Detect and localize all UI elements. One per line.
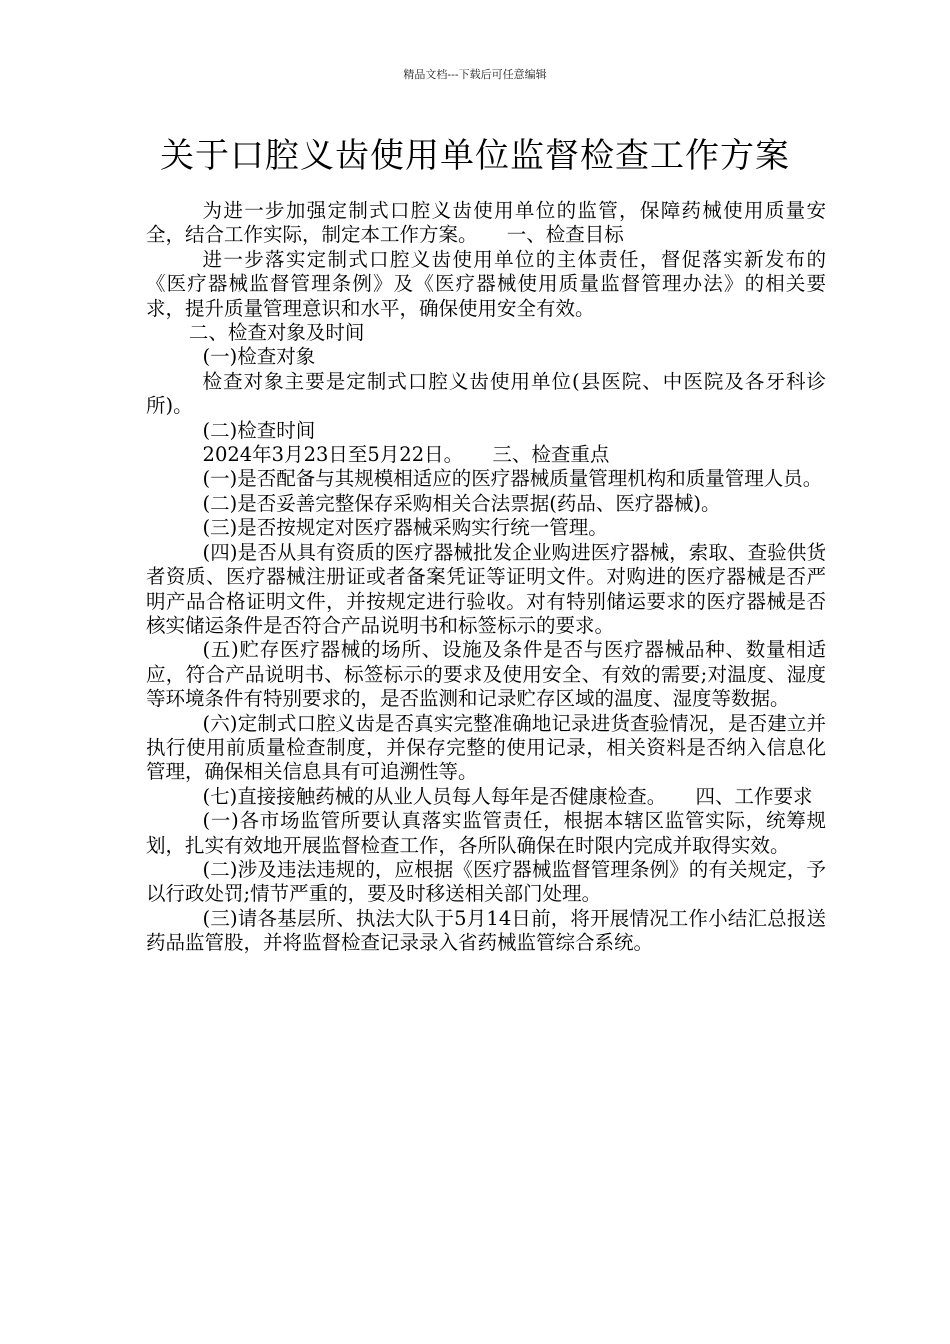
paragraph: (三)是否按规定对医疗器械采购实行统一管理。 — [202, 516, 608, 540]
paragraph: (二)是否妥善完整保存采购相关合法票据(药品、医疗器械)。 — [202, 491, 721, 515]
paragraph: 为进一步加强定制式口腔义齿使用单位的监管，保障药械使用质量安全，结合工作实际，制定本工作方案。 一、检查目标 — [146, 199, 826, 247]
paragraph: (二)检查时间 — [202, 418, 316, 442]
paragraph: 2024年3月23日至5月22日。 三、检查重点 — [202, 443, 610, 467]
paragraph: (七)直接接触药械的从业人员每人每年是否健康检查。 四、工作要求 — [202, 784, 813, 808]
paragraph: (五)贮存医疗器械的场所、设施及条件是否与医疗器械品种、数量相适应，符合产品说明书、标签标示的要求及使用安全、有效的需要;对温度、湿度等环境条件有特别要求的，是否监测和记录贮存区域的温度、湿度等数据。 — [146, 638, 826, 711]
page-header: 精品文档---下载后可任意编辑 — [403, 68, 547, 81]
paragraph: (一)是否配备与其规模相适应的医疗器械质量管理机构和质量管理人员。 — [202, 467, 823, 491]
paragraph: (一)检查对象 — [202, 345, 316, 369]
paragraph: (四)是否从具有资质的医疗器械批发企业购进医疗器械，索取、查验供货者资质、医疗器械注册证或者备案凭证等证明文件。对购进的医疗器械是否严明产品合格证明文件，并按规定进行验收。对有特别储运要求的医疗器械是否核实储运条件是否符合产品说明书和标签标示的要求。 — [146, 540, 826, 637]
paragraph: (二)涉及违法违规的，应根据《医疗器械监督管理条例》的有关规定，予以行政处罚;情节严重的，要及时移送相关部门处理。 — [146, 857, 826, 906]
document-body — [146, 199, 826, 956]
paragraph: (六)定制式口腔义齿是否真实完整准确地记录进货查验情况，是否建立并执行使用前质量检查制度，并保存完整的使用记录，相关资料是否纳入信息化管理，确保相关信息具有可追溯性等。 — [146, 711, 826, 784]
document-title: 关于口腔义齿使用单位监督检查工作方案 — [160, 136, 790, 176]
paragraph: 二、检查对象及时间 — [188, 321, 365, 345]
paragraph: (三)请各基层所、执法大队于5月14日前，将开展情况工作小结汇总报送药品监管股，并将监督检查记录录入省药械监管综合系统。 — [146, 906, 826, 955]
paragraph: (一)各市场监管所要认真落实监管责任，根据本辖区监管实际，统筹规划，扎实有效地开展监督检查工作，各所队确保在时限内完成并取得实效。 — [146, 809, 826, 857]
paragraph: 进一步落实定制式口腔义齿使用单位的主体责任，督促落实新发布的《医疗器械监督管理条例》及《医疗器械使用质量监督管理办法》的相关要求，提升质量管理意识和水平，确保使用安全有效。 — [146, 247, 826, 320]
paragraph: 检查对象主要是定制式口腔义齿使用单位(县医院、中医院及各牙科诊所)。 — [146, 369, 826, 418]
